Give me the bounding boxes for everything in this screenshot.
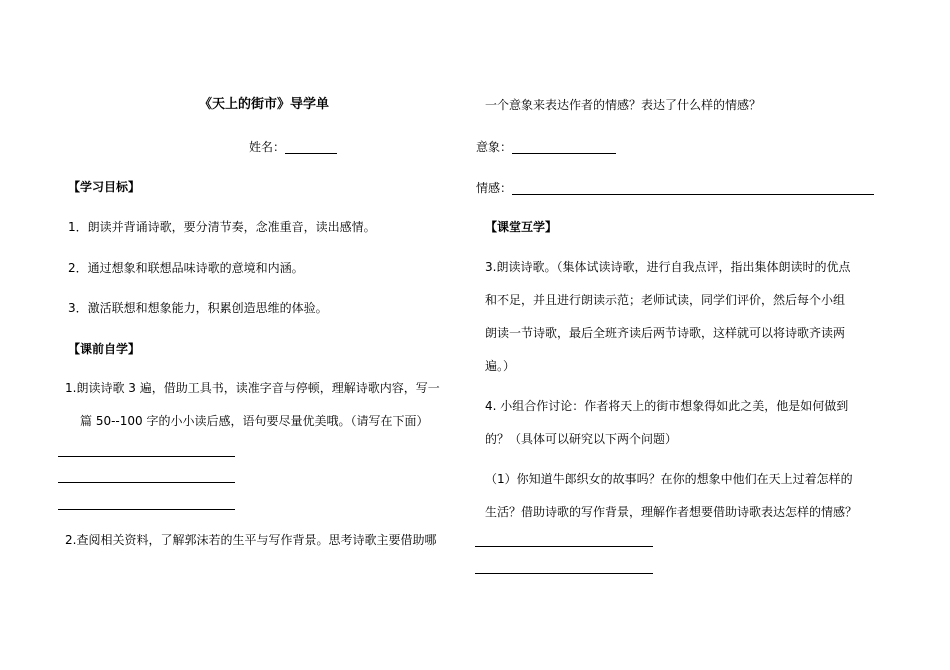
goal-item: 2．通过想象和联想品味诗歌的意境和内涵。 bbox=[68, 261, 304, 275]
answer-line[interactable] bbox=[58, 482, 235, 483]
task1-line: 篇 50--100 字的小小读后感，语句要尽量优美哦。（请写在下面） bbox=[80, 414, 429, 428]
task4-line: 的？（具体可以研究以下两个问题） bbox=[485, 432, 678, 446]
emotion-field-row bbox=[476, 180, 874, 195]
section-heading-preview: 【课前自学】 bbox=[68, 342, 141, 356]
emotion-blank[interactable] bbox=[512, 180, 874, 195]
task4-line: 4. 小组合作讨论：作者将天上的街市想象得如此之美，他是如何做到 bbox=[485, 399, 849, 413]
task2-line: 2.查阅相关资料，了解郭沫若的生平与写作背景。思考诗歌主要借助哪 bbox=[65, 533, 437, 547]
answer-line[interactable] bbox=[58, 456, 235, 457]
section-heading-goals: 【学习目标】 bbox=[68, 180, 141, 194]
image-label: 意象： bbox=[476, 140, 513, 154]
question1-line: 生活？借助诗歌的写作背景，理解作者想要借助诗歌表达怎样的情感？ bbox=[485, 505, 858, 519]
emotion-label: 情感： bbox=[476, 181, 513, 195]
section-heading-class: 【课堂互学】 bbox=[485, 220, 558, 234]
goal-item: 3．激活联想和想象能力，积累创造思维的体验。 bbox=[68, 301, 328, 315]
name-blank[interactable] bbox=[285, 139, 337, 154]
task3-line: 3.朗读诗歌。（集体试读诗歌，进行自我点评，指出集体朗读时的优点 bbox=[485, 260, 851, 274]
task3-line: 遍。） bbox=[485, 359, 516, 373]
answer-line[interactable] bbox=[475, 573, 653, 574]
image-blank[interactable] bbox=[512, 139, 616, 154]
answer-line[interactable] bbox=[58, 509, 235, 510]
question1-line: （1）你知道牛郎织女的故事吗？在你的想象中他们在天上过着怎样的 bbox=[485, 472, 853, 486]
task3-line: 和不足，并且进行朗读示范；老师试读，同学们评价，然后每个小组 bbox=[485, 293, 846, 307]
answer-line[interactable] bbox=[475, 546, 653, 547]
task1-line: 1.朗读诗歌 3 遍，借助工具书，读准字音与停顿，理解诗歌内容，写一 bbox=[65, 381, 440, 395]
task2-continuation: 一个意象来表达作者的情感？表达了什么样的情感？ bbox=[485, 98, 762, 112]
goal-item: 1．朗读并背诵诗歌，要分清节奏，念准重音，读出感情。 bbox=[68, 220, 376, 234]
task3-line: 朗读一节诗歌，最后全班齐读后两节诗歌，这样就可以将诗歌齐读两 bbox=[485, 326, 846, 340]
name-label: 姓名： bbox=[249, 140, 286, 154]
name-field-row bbox=[249, 139, 337, 154]
image-field-row bbox=[476, 139, 616, 154]
worksheet-title: 《天上的街市》导学单 bbox=[199, 97, 330, 112]
